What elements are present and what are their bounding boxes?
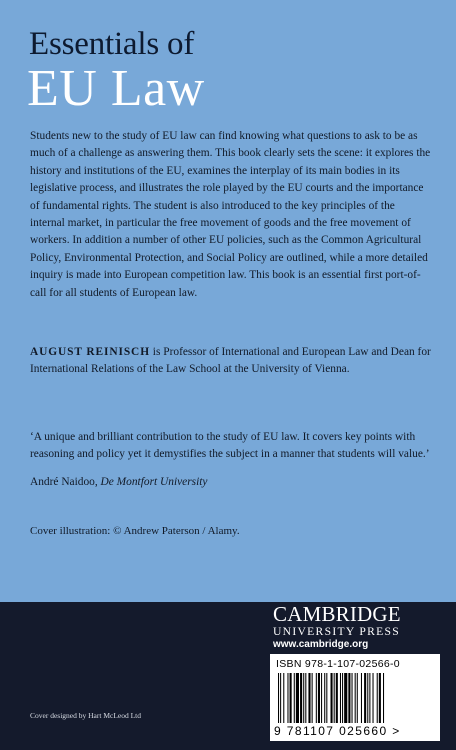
isbn-barcode-box: [270, 654, 440, 741]
publisher-url: www.cambridge.org: [273, 639, 369, 650]
isbn-label: ISBN 978-1-107-02566-0: [276, 658, 400, 670]
title-line-1: Essentials of: [29, 26, 195, 62]
cover-illustration-credit: Cover illustration: © Andrew Paterson / Alamy.: [30, 525, 240, 537]
review-quote: ‘A unique and brilliant contribution to the study of EU law. It covers key points with reasoning and policy yet it demystifies the subject in a manner that students will value.’: [30, 431, 430, 461]
author-bio-text: is Professor of International and European Law and Dean for International Relations of the Law School at the University of Vienna.: [30, 346, 431, 376]
cover-designer-credit: Cover designed by Hart McLeod Ltd: [30, 711, 142, 720]
publisher-name: CAMBRIDGE: [273, 602, 401, 626]
quote-person: André Naidoo,: [30, 476, 101, 488]
barcode-digits: 9 781107 025660 >: [274, 724, 401, 738]
quote-affiliation: De Montfort University: [100, 476, 208, 488]
quote-attribution: [30, 474, 207, 491]
title-line-2: EU Law: [27, 60, 205, 117]
author-bio: [30, 344, 432, 379]
publisher-sub: UNIVERSITY PRESS: [273, 625, 400, 638]
barcode-icon: [274, 673, 436, 723]
book-description: Students new to the study of EU law can find knowing what questions to ask to be as much of a challenge as answering them. This book clearly sets the scene: it explores the history and institutions of the EU, examines the interplay of its main bodies in its legislative process, and illustrates the role played by the EU courts and the importance of fundamental rights. The student is also introduced to the key principles of the internal market, in particular the free movement of goods and the free movement of workers. In addition a number of other EU policies, such as the Common Agricultural Policy, Environmental Protection, and Social Policy are outlined, while a more detailed inquiry is made into European competition law. This book is an essential first port-of-call for all students of European law.: [30, 130, 431, 299]
author-name: AUGUST REINISCH: [30, 346, 150, 358]
